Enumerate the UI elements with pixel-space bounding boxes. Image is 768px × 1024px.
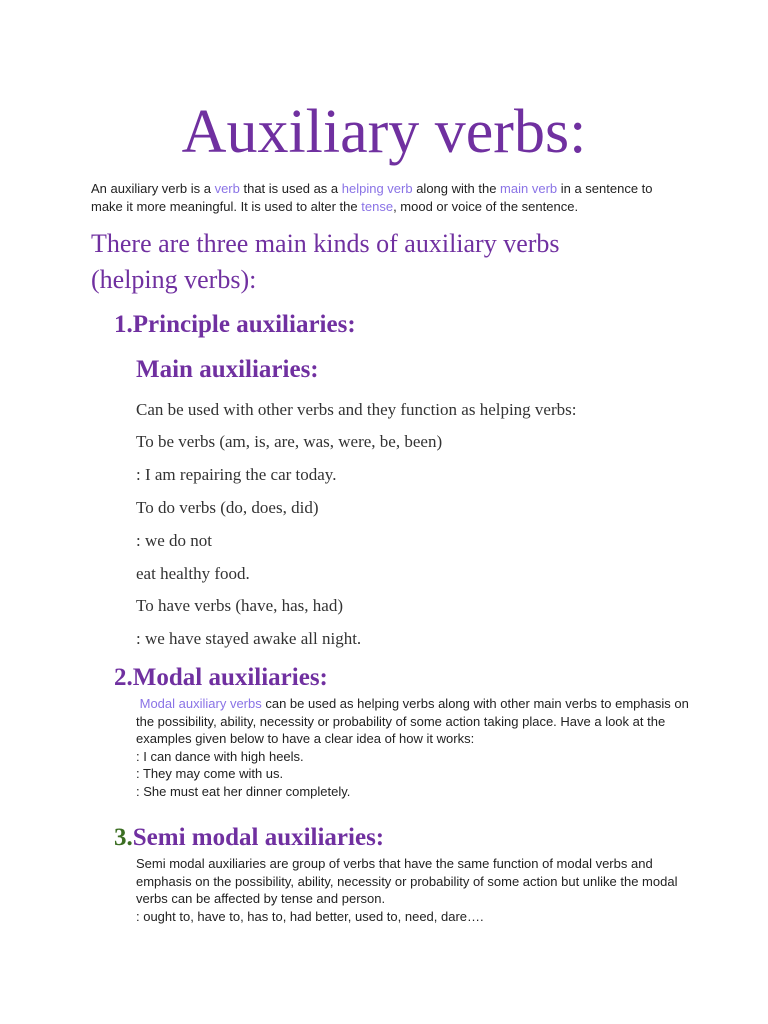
section2-text: can be used as helping verbs along with other main verbs to emphasis on the possibility, ability, necessity or probability of some action taking place. Have a look at the examples given below to have a clear idea of how it works: [136,696,689,746]
link-main-verb[interactable]: main verb [500,181,558,196]
section3-paragraph [136,855,696,925]
link-tense[interactable]: tense [361,198,394,214]
section3-number: 3. [114,824,133,851]
intro-text-5: , mood or voice of the sentence. [393,198,579,214]
section3-title: Semi modal auxiliaries: [132,824,385,851]
intro-text-2: that is used as a [239,181,342,196]
section3-heading [114,823,384,853]
intro-text-1: An auxiliary verb is a [91,181,215,196]
section1-subheading: Main auxiliaries: [136,356,319,383]
link-helping-verb[interactable]: helping verb [341,181,413,196]
section1-line: : we do not [136,531,213,550]
intro-text-4: in a sentence to make it more meaningful. It is used to alter the [91,181,653,214]
section1-number: 1. [114,311,133,338]
section1-line: eat healthy food. [136,564,250,583]
section2-number: 2. [114,664,133,691]
page-title: Auxiliary verbs: [181,98,587,166]
section1-line: : we have stayed awake all night. [136,629,362,648]
section2-example: : They may come with us. [136,766,284,781]
section2-heading [114,663,328,693]
section1-line: Can be used with other verbs and they function as helping verbs: [136,400,577,419]
section1-title: Principle auxiliaries: [132,311,356,338]
section1-heading [114,310,356,340]
section1-line: To be verbs (am, is, are, was, were, be, been) [136,432,443,451]
section2-example: : She must eat her dinner completely. [136,783,351,799]
link-modal-auxiliary-verbs[interactable]: Modal auxiliary verbs [139,696,262,711]
section2-example: : I can dance with high heels. [136,748,304,764]
section1-line: To have verbs (have, has, had) [136,596,343,615]
section1-line: To do verbs (do, does, did) [136,498,319,517]
intro-text-3: along with the [412,181,501,196]
link-verb[interactable]: verb [214,181,240,196]
kinds-heading: There are three main kinds of auxiliary verbs (helping verbs): [91,229,560,294]
section3-examples: : ought to, have to, has to, had better, used to, need, dare…. [136,908,484,924]
intro-paragraph [91,180,681,215]
section2-title: Modal auxiliaries: [132,664,328,691]
section1-line: : I am repairing the car today. [136,465,337,484]
section3-text: Semi modal auxiliaries are group of verbs that have the same function of modal verbs and emphasis on the possibility, ability, necessity or probability of some action but unlike the modal verbs can be affected by tense and person. [136,856,678,906]
section2-paragraph [136,695,696,800]
